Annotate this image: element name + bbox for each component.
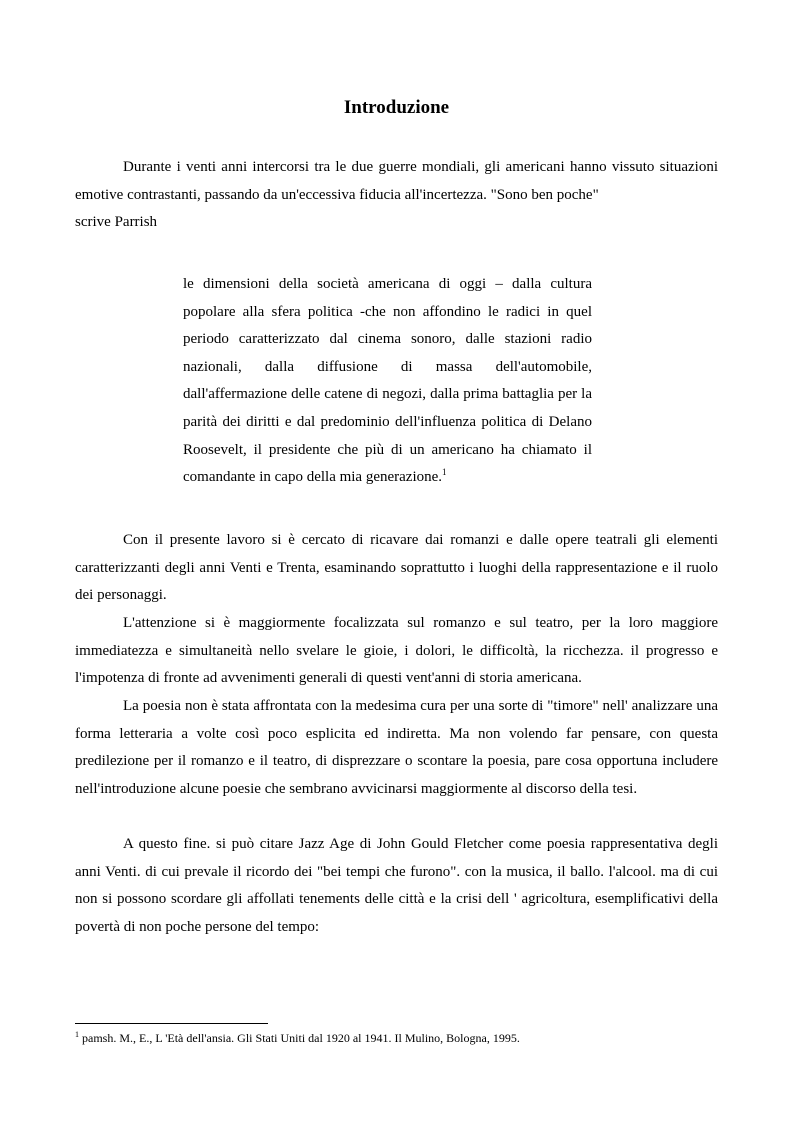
body-paragraph-3: La poesia non è stata affrontata con la medesima cura per una sorte di "timore" nell' analizzare una forma letteraria a volte così poco esplicita ed indiretta. Ma non volendo far pensare, con questa predilezione per il romanzo e il teatro, di disprezzare o scontare la poesia, pare cosa opportuna includere nell'introduzione alcune poesie che sembrano avvicinarsi maggiormente al discorso della tesi. bbox=[75, 698, 718, 797]
footnote-divider bbox=[75, 1023, 268, 1024]
footnote-text: pamsh. M., E., L 'Età dell'ansia. Gli Stati Uniti dal 1920 al 1941. Il Mulino, Bologna, 1995. bbox=[82, 1031, 520, 1045]
body-paragraph-1: Con il presente lavoro si è cercato di ricavare dai romanzi e dalle opere teatrali gli elementi caratterizzanti degli anni Venti e Trenta, esaminando soprattutto i luoghi della rappresentazione e il ruolo dei personaggi. bbox=[75, 532, 718, 604]
footnote bbox=[75, 1030, 718, 1046]
footnote-reference: 1 bbox=[442, 467, 447, 478]
block-quote-text: le dimensioni della società americana di oggi – dalla cultura popolare alla sfera politica -che non affondino le radici in quel periodo caratterizzato dal cinema sonoro, dalle stazioni radio nazionali, dalla diffusione di massa dell'automobile, dall'affermazione delle catene di negozi, dalla prima battaglia per la parità dei diritti e dal predominio dell'influenza politica di Delano Roosevelt, il presidente che più di un americano ha chiamato il comandante in capo della mia generazione. bbox=[183, 276, 592, 486]
block-quote bbox=[183, 271, 592, 492]
opening-paragraph bbox=[75, 154, 718, 209]
block-quote-body bbox=[183, 271, 592, 492]
body-paragraph-2: L'attenzione si è maggiormente focalizzata sul romanzo e sul teatro, per la loro maggiore immediatezza e simultaneità nello svelare le gioie, i dolori, le difficoltà, la ricchezza. il progresso e l'impotenza di fronte ad avvenimenti generali di questi vent'anni di storia americana. bbox=[75, 615, 718, 687]
opening-paragraph-tail: scrive Parrish bbox=[75, 214, 158, 230]
footnote-marker: 1 bbox=[75, 1030, 79, 1039]
page-title: Introduzione bbox=[343, 97, 450, 118]
body-paragraph-4: A questo fine. si può citare Jazz Age di John Gould Fletcher come poesia rappresentativa degli anni Venti. di cui prevale il ricordo dei "bei tempi che furono". con la musica, il ballo. l'alcool. ma di cui non si possono scordare gli affollati tenements delle città e la crisi dell ' agricoltura, esemplificativi della povertà di non poche persone del tempo: bbox=[75, 836, 718, 935]
opening-paragraph-text: Durante i venti anni intercorsi tra le due guerre mondiali, gli americani hanno vissuto situazioni emotive contrastanti, passando da un'eccessiva fiducia all'incertezza. "Sono ben poche" bbox=[75, 159, 718, 203]
